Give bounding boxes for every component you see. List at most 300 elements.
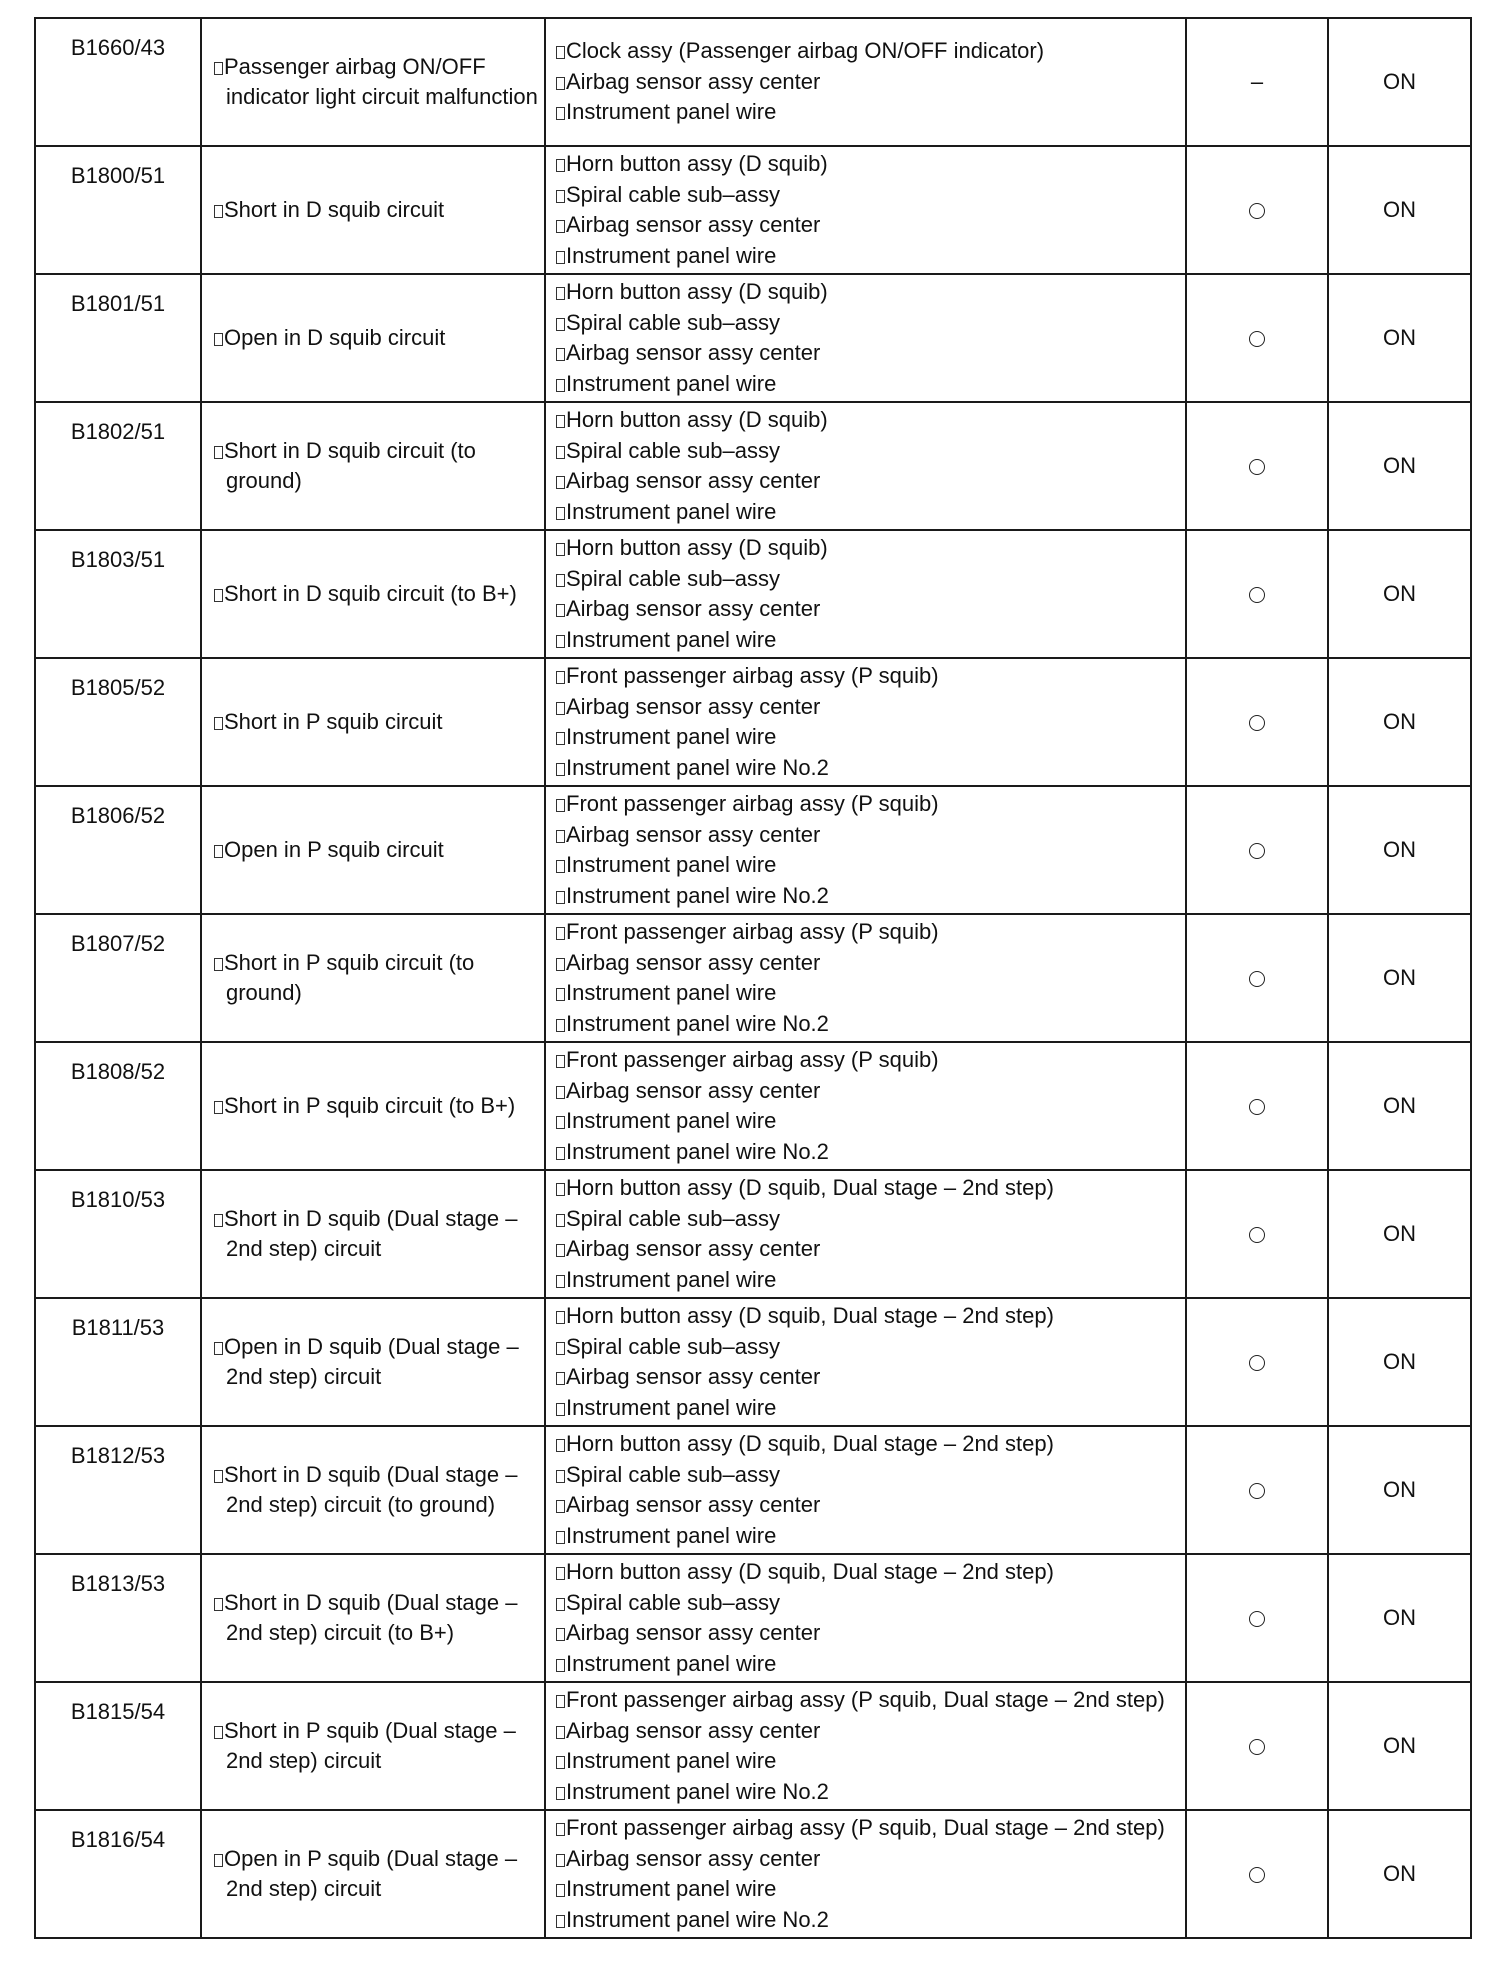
dtc-code-cell <box>35 1170 201 1298</box>
dtc-code: B1800/51 <box>70 163 166 188</box>
trouble-area-item <box>556 1429 1181 1460</box>
dtc-table <box>34 17 1472 1939</box>
bullet-box-icon <box>556 1342 565 1355</box>
warning-light-status: ON <box>1383 1220 1416 1246</box>
warning-light-cell <box>1328 274 1471 402</box>
trouble-area-text: Instrument panel wire <box>566 1748 777 1773</box>
trouble-area-text: Spiral cable sub–assy <box>566 1333 781 1359</box>
detection-item <box>214 195 538 226</box>
circle-icon <box>1249 971 1265 987</box>
trouble-area-item <box>556 1716 1181 1747</box>
trouble-area-text: Airbag sensor assy center <box>566 821 821 847</box>
dtc-code-cell <box>35 658 201 786</box>
trouble-area-item <box>556 1746 1181 1777</box>
bullet-box-icon <box>214 1854 223 1867</box>
trouble-area-text: Instrument panel wire <box>566 1108 777 1133</box>
trouble-area-item <box>556 692 1181 723</box>
trouble-area-item <box>556 1813 1181 1844</box>
bullet-box-icon <box>556 159 565 172</box>
trouble-area-item <box>556 1332 1181 1363</box>
dtc-table-body <box>35 18 1471 1938</box>
trouble-area-item <box>556 466 1181 497</box>
bullet-box-icon <box>556 1275 565 1288</box>
trouble-area-item <box>556 753 1181 784</box>
detection-item-cell <box>201 530 545 658</box>
warning-light-status: ON <box>1383 1092 1416 1118</box>
warning-light-status: ON <box>1383 1604 1416 1630</box>
trouble-area-cell <box>545 1170 1186 1298</box>
trouble-area-text: Airbag sensor assy center <box>566 1717 821 1743</box>
table-row <box>35 1810 1471 1938</box>
dtc-code-cell <box>35 1810 201 1938</box>
trouble-area-item <box>556 881 1181 912</box>
bullet-box-icon <box>556 1311 565 1324</box>
trouble-area-text: Instrument panel wire No.2 <box>566 1138 829 1164</box>
bullet-box-icon <box>214 62 223 75</box>
bullet-box-icon <box>556 1726 565 1739</box>
warning-light-status: ON <box>1383 836 1416 862</box>
warning-light-cell <box>1328 402 1471 530</box>
trouble-area-item <box>556 36 1181 67</box>
warning-light-cell <box>1328 18 1471 146</box>
dtc-code-cell <box>35 1298 201 1426</box>
trouble-area-text: Instrument panel wire <box>566 724 777 749</box>
detection-item-cell <box>201 658 545 786</box>
warning-light-cell <box>1328 1170 1471 1298</box>
trouble-area-item <box>556 594 1181 625</box>
trouble-area-text: Instrument panel wire <box>566 1394 777 1420</box>
trouble-area-item <box>556 1557 1181 1588</box>
trouble-area-text: Front passenger airbag assy (P squib) <box>566 791 939 816</box>
circle-icon <box>1249 1483 1265 1499</box>
trouble-area-text: Airbag sensor assy center <box>566 693 821 719</box>
trouble-area-item <box>556 1649 1181 1680</box>
trouble-area-text: Instrument panel wire No.2 <box>566 1906 829 1932</box>
bullet-box-icon <box>556 702 565 715</box>
trouble-area-item <box>556 1265 1181 1296</box>
detection-item-text: Open in D squib (Dual stage – 2nd step) circuit <box>224 1333 519 1389</box>
dtc-code: B1811/53 <box>71 1315 165 1340</box>
detection-item-cell <box>201 1554 545 1682</box>
table-row <box>35 658 1471 786</box>
memory-cell <box>1186 530 1328 658</box>
trouble-area-item <box>556 1393 1181 1424</box>
trouble-area-text: Instrument panel wire <box>566 1522 777 1548</box>
memory-cell <box>1186 1298 1328 1426</box>
warning-light-status: ON <box>1383 708 1416 734</box>
trouble-area-text: Horn button assy (D squib) <box>566 279 828 304</box>
trouble-area-cell <box>545 530 1186 658</box>
bullet-box-icon <box>556 1695 565 1708</box>
bullet-box-icon <box>556 574 565 587</box>
bullet-box-icon <box>556 287 565 300</box>
detection-item <box>214 323 538 354</box>
memory-cell <box>1186 18 1328 146</box>
dtc-code: B1803/51 <box>70 547 166 572</box>
table-row <box>35 274 1471 402</box>
trouble-area-text: Instrument panel wire <box>566 1650 777 1676</box>
trouble-area-text: Airbag sensor assy center <box>566 212 821 237</box>
trouble-area-item <box>556 338 1181 369</box>
warning-light-status: ON <box>1383 324 1416 350</box>
table-row <box>35 530 1471 658</box>
trouble-area-item <box>556 1045 1181 1076</box>
trouble-area-item <box>556 820 1181 851</box>
circle-icon <box>1249 1355 1265 1371</box>
trouble-area-text: Instrument panel wire <box>566 99 777 125</box>
bullet-box-icon <box>556 1183 565 1196</box>
bullet-box-icon <box>556 1086 565 1099</box>
bullet-box-icon <box>556 107 565 120</box>
bullet-box-icon <box>556 220 565 233</box>
trouble-area-item <box>556 1234 1181 1265</box>
bullet-box-icon <box>556 446 565 459</box>
warning-light-cell <box>1328 658 1471 786</box>
trouble-area-text: Instrument panel wire <box>566 1266 777 1292</box>
trouble-area-text: Horn button assy (D squib, Dual stage – 2nd step) <box>566 1303 1054 1328</box>
dtc-code: B1816/54 <box>70 1827 166 1852</box>
bullet-box-icon <box>556 1470 565 1483</box>
trouble-area-item <box>556 625 1181 656</box>
trouble-area-text: Airbag sensor assy center <box>566 468 821 493</box>
trouble-area-cell <box>545 658 1186 786</box>
trouble-area-text: Instrument panel wire No.2 <box>566 1778 829 1804</box>
trouble-area-text: Airbag sensor assy center <box>566 1620 821 1645</box>
detection-item-text: Short in D squib circuit (to ground) <box>224 437 476 493</box>
bullet-box-icon <box>556 1214 565 1227</box>
table-row <box>35 1426 1471 1554</box>
bullet-box-icon <box>556 1756 565 1769</box>
detection-item-cell <box>201 1682 545 1810</box>
trouble-area-text: Spiral cable sub–assy <box>566 437 781 463</box>
bullet-box-icon <box>556 77 565 90</box>
trouble-area-item <box>556 1905 1181 1936</box>
bullet-box-icon <box>556 1787 565 1800</box>
trouble-area-cell <box>545 914 1186 1042</box>
warning-light-cell <box>1328 1042 1471 1170</box>
trouble-area-item <box>556 661 1181 692</box>
bullet-box-icon <box>556 1659 565 1672</box>
bullet-box-icon <box>214 958 223 971</box>
warning-light-cell <box>1328 146 1471 274</box>
trouble-area-item <box>556 1076 1181 1107</box>
bullet-box-icon <box>556 476 565 489</box>
circle-icon <box>1249 1227 1265 1243</box>
bullet-box-icon <box>556 318 565 331</box>
bullet-box-icon <box>556 1884 565 1897</box>
trouble-area-text: Instrument panel wire No.2 <box>566 882 829 908</box>
detection-item-cell <box>201 1426 545 1554</box>
trouble-area-text: Airbag sensor assy center <box>566 68 821 94</box>
trouble-area-cell <box>545 1554 1186 1682</box>
detection-item-cell <box>201 1298 545 1426</box>
warning-light-cell <box>1328 914 1471 1042</box>
detection-item <box>214 707 538 738</box>
trouble-area-item <box>556 1685 1181 1716</box>
bullet-box-icon <box>556 1055 565 1068</box>
trouble-area-cell <box>545 146 1186 274</box>
trouble-area-item <box>556 1521 1181 1552</box>
trouble-area-text: Instrument panel wire <box>566 498 777 524</box>
trouble-area-cell <box>545 274 1186 402</box>
trouble-area-text: Clock assy (Passenger airbag ON/OFF indicator) <box>566 38 1045 64</box>
bullet-box-icon <box>214 589 223 602</box>
trouble-area-text: Front passenger airbag assy (P squib) <box>566 919 939 944</box>
trouble-area-text: Instrument panel wire <box>566 626 777 652</box>
dtc-code-cell <box>35 1554 201 1682</box>
bullet-box-icon <box>556 46 565 59</box>
warning-light-status: ON <box>1383 68 1416 94</box>
trouble-area-cell <box>545 1298 1186 1426</box>
trouble-area-text: Instrument panel wire <box>566 1876 777 1901</box>
trouble-area-item <box>556 917 1181 948</box>
dtc-code-cell <box>35 18 201 146</box>
dtc-code: B1805/52 <box>70 675 166 700</box>
table-row <box>35 146 1471 274</box>
circle-icon <box>1249 459 1265 475</box>
warning-light-cell <box>1328 1810 1471 1938</box>
table-row <box>35 1170 1471 1298</box>
detection-item-cell <box>201 274 545 402</box>
trouble-area-text: Horn button assy (D squib, Dual stage – 2nd step) <box>566 1431 1054 1456</box>
detection-item <box>214 1588 538 1649</box>
trouble-area-cell <box>545 1810 1186 1938</box>
trouble-area-item <box>556 97 1181 128</box>
bullet-box-icon <box>556 763 565 776</box>
trouble-area-item <box>556 277 1181 308</box>
bullet-box-icon <box>556 1854 565 1867</box>
trouble-area-item <box>556 369 1181 400</box>
detection-item <box>214 579 538 610</box>
detection-item-text: Short in D squib circuit (to B+) <box>224 580 517 606</box>
bullet-box-icon <box>214 205 223 218</box>
circle-icon <box>1249 1739 1265 1755</box>
table-row <box>35 1042 1471 1170</box>
dtc-code-cell <box>35 1682 201 1810</box>
detection-item <box>214 52 538 113</box>
detection-item-cell <box>201 1170 545 1298</box>
circle-icon <box>1249 203 1265 219</box>
bullet-box-icon <box>556 927 565 940</box>
detection-item-text: Passenger airbag ON/OFF indicator light circuit malfunction <box>224 53 538 109</box>
bullet-box-icon <box>556 415 565 428</box>
bullet-box-icon <box>556 988 565 1001</box>
trouble-area-text: Spiral cable sub–assy <box>566 1205 781 1231</box>
trouble-area-text: Airbag sensor assy center <box>566 1845 821 1871</box>
detection-item <box>214 835 538 866</box>
trouble-area-item <box>556 1844 1181 1875</box>
dtc-code: B1810/53 <box>70 1187 166 1212</box>
memory-cell <box>1186 1426 1328 1554</box>
warning-light-status: ON <box>1383 964 1416 990</box>
bullet-box-icon <box>556 1403 565 1416</box>
trouble-area-text: Instrument panel wire <box>566 980 777 1005</box>
trouble-area-item <box>556 241 1181 272</box>
warning-light-status: ON <box>1383 1860 1416 1886</box>
bullet-box-icon <box>556 830 565 843</box>
table-row <box>35 1682 1471 1810</box>
trouble-area-text: Spiral cable sub–assy <box>566 1461 781 1487</box>
warning-light-cell <box>1328 1682 1471 1810</box>
warning-light-status: ON <box>1383 196 1416 222</box>
detection-item-text: Short in D squib (Dual stage – 2nd step) circuit (to ground) <box>224 1461 518 1517</box>
detection-item <box>214 1204 538 1265</box>
circle-icon <box>1249 1099 1265 1115</box>
dtc-code-cell <box>35 274 201 402</box>
warning-light-status: ON <box>1383 580 1416 606</box>
bullet-box-icon <box>556 1439 565 1452</box>
bullet-box-icon <box>556 1147 565 1160</box>
dtc-code-cell <box>35 146 201 274</box>
table-row <box>35 914 1471 1042</box>
bullet-box-icon <box>556 635 565 648</box>
warning-light-cell <box>1328 1298 1471 1426</box>
trouble-area-item <box>556 67 1181 98</box>
trouble-area-item <box>556 978 1181 1009</box>
dtc-code: B1660/43 <box>70 35 166 60</box>
trouble-area-item <box>556 1106 1181 1137</box>
bullet-box-icon <box>556 1598 565 1611</box>
trouble-area-text: Spiral cable sub–assy <box>566 181 781 207</box>
trouble-area-item <box>556 789 1181 820</box>
memory-cell <box>1186 658 1328 786</box>
bullet-box-icon <box>556 732 565 745</box>
detection-item-cell <box>201 786 545 914</box>
warning-light-status: ON <box>1383 1732 1416 1758</box>
memory-cell <box>1186 1682 1328 1810</box>
detection-item-cell <box>201 1042 545 1170</box>
bullet-box-icon <box>214 333 223 346</box>
trouble-area-text: Horn button assy (D squib) <box>566 535 828 560</box>
circle-icon <box>1249 587 1265 603</box>
dtc-code: B1807/52 <box>70 931 166 956</box>
memory-cell <box>1186 146 1328 274</box>
trouble-area-item <box>556 1173 1181 1204</box>
bullet-box-icon <box>214 1214 223 1227</box>
circle-icon <box>1249 1867 1265 1883</box>
bullet-box-icon <box>556 190 565 203</box>
trouble-area-cell <box>545 1426 1186 1554</box>
trouble-area-text: Airbag sensor assy center <box>566 1492 821 1517</box>
trouble-area-text: Airbag sensor assy center <box>566 1364 821 1389</box>
trouble-area-item <box>556 149 1181 180</box>
detection-item-text: Short in P squib circuit <box>224 708 443 734</box>
detection-item-text: Short in P squib (Dual stage – 2nd step) circuit <box>224 1717 516 1773</box>
trouble-area-item <box>556 533 1181 564</box>
trouble-area-item <box>556 1204 1181 1235</box>
detection-item <box>214 1332 538 1393</box>
dtc-code: B1815/54 <box>70 1699 166 1724</box>
trouble-area-text: Front passenger airbag assy (P squib) <box>566 1047 939 1072</box>
bullet-box-icon <box>556 1500 565 1513</box>
trouble-area-text: Airbag sensor assy center <box>566 1077 821 1103</box>
trouble-area-item <box>556 405 1181 436</box>
trouble-area-cell <box>545 402 1186 530</box>
trouble-area-item <box>556 1588 1181 1619</box>
detection-item-cell <box>201 18 545 146</box>
detection-item-text: Short in D squib (Dual stage – 2nd step) circuit (to B+) <box>224 1589 518 1645</box>
detection-item-text: Short in P squib circuit (to ground) <box>224 949 475 1005</box>
trouble-area-item <box>556 722 1181 753</box>
trouble-area-text: Horn button assy (D squib, Dual stage – 2nd step) <box>566 1559 1054 1584</box>
dtc-code: B1801/51 <box>70 291 166 316</box>
trouble-area-text: Airbag sensor assy center <box>566 340 821 365</box>
bullet-box-icon <box>556 507 565 520</box>
dtc-code-cell <box>35 914 201 1042</box>
trouble-area-item <box>556 1874 1181 1905</box>
table-row <box>35 1554 1471 1682</box>
bullet-box-icon <box>214 1726 223 1739</box>
trouble-area-item <box>556 1490 1181 1521</box>
bullet-box-icon <box>556 1628 565 1641</box>
bullet-box-icon <box>556 891 565 904</box>
bullet-box-icon <box>556 1915 565 1928</box>
warning-light-cell <box>1328 1554 1471 1682</box>
detection-item-text: Short in D squib circuit <box>224 196 445 222</box>
warning-light-status: ON <box>1383 1348 1416 1374</box>
detection-item-text: Open in D squib circuit <box>224 324 446 350</box>
bullet-box-icon <box>556 1823 565 1836</box>
trouble-area-text: Airbag sensor assy center <box>566 949 821 975</box>
bullet-box-icon <box>556 1244 565 1257</box>
table-row <box>35 786 1471 914</box>
trouble-area-item <box>556 1618 1181 1649</box>
bullet-box-icon <box>214 1470 223 1483</box>
trouble-area-text: Spiral cable sub–assy <box>566 565 781 591</box>
bullet-box-icon <box>556 348 565 361</box>
dtc-code: B1802/51 <box>70 419 166 444</box>
memory-cell <box>1186 914 1328 1042</box>
detection-item <box>214 1716 538 1777</box>
bullet-box-icon <box>214 1101 223 1114</box>
trouble-area-text: Airbag sensor assy center <box>566 596 821 621</box>
bullet-box-icon <box>556 958 565 971</box>
trouble-area-text: Instrument panel wire No.2 <box>566 1010 829 1036</box>
bullet-box-icon <box>214 1598 223 1611</box>
dtc-code: B1813/53 <box>70 1571 166 1596</box>
trouble-area-item <box>556 497 1181 528</box>
table-row <box>35 402 1471 530</box>
trouble-area-item <box>556 1009 1181 1040</box>
trouble-area-item <box>556 1137 1181 1168</box>
trouble-area-text: Instrument panel wire <box>566 242 777 268</box>
detection-item-text: Open in P squib circuit <box>224 836 444 862</box>
trouble-area-text: Airbag sensor assy center <box>566 1236 821 1261</box>
detection-item <box>214 948 538 1009</box>
trouble-area-item <box>556 564 1181 595</box>
trouble-area-text: Instrument panel wire <box>566 370 777 396</box>
trouble-area-item <box>556 180 1181 211</box>
trouble-area-item <box>556 1301 1181 1332</box>
memory-cell <box>1186 1810 1328 1938</box>
detection-item <box>214 1844 538 1905</box>
trouble-area-text: Front passenger airbag assy (P squib, Dual stage – 2nd step) <box>566 1687 1165 1712</box>
bullet-box-icon <box>556 379 565 392</box>
trouble-area-text: Instrument panel wire No.2 <box>566 754 829 780</box>
trouble-area-text: Front passenger airbag assy (P squib, Dual stage – 2nd step) <box>566 1815 1165 1840</box>
table-row <box>35 1298 1471 1426</box>
bullet-box-icon <box>556 251 565 264</box>
trouble-area-item <box>556 948 1181 979</box>
detection-item <box>214 436 538 497</box>
trouble-area-text: Horn button assy (D squib) <box>566 151 828 176</box>
trouble-area-cell <box>545 786 1186 914</box>
bullet-box-icon <box>556 1019 565 1032</box>
detection-item <box>214 1460 538 1521</box>
memory-dash: – <box>1250 68 1264 94</box>
bullet-box-icon <box>556 543 565 556</box>
bullet-box-icon <box>556 1116 565 1129</box>
